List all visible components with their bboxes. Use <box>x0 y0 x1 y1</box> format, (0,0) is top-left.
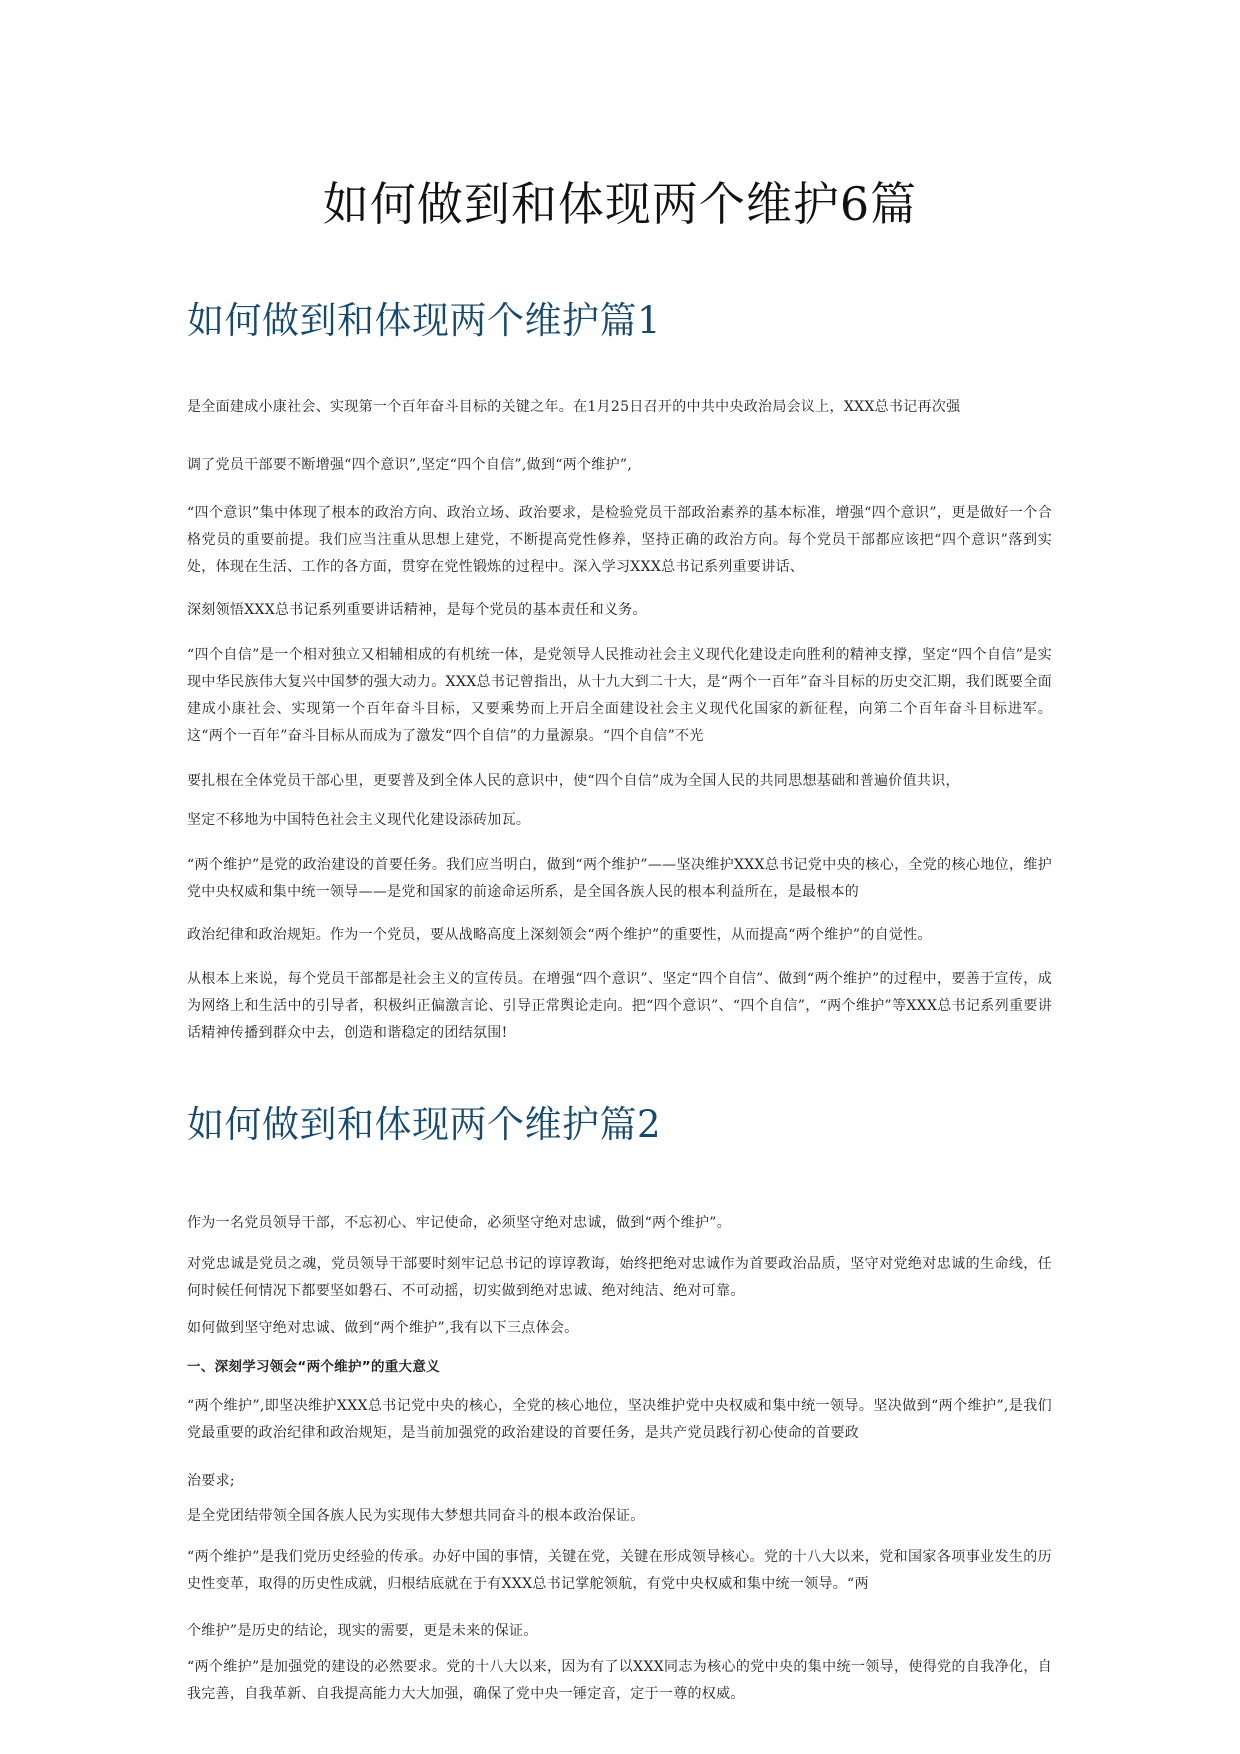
paragraph: “四个意识”集中体现了根本的政治方向、政治立场、政治要求，是检验党员干部政治素养的基本标准，增强“四个意识”，更是做好一个合格党员的重要前提。我们应当注重从思想上建党，不断提高党性修养，坚持正确的政治方向。每个党员干部都应该把“四个意识”落到实处，体现在生活、工作的各方面，贯穿在党性锻炼的过程中。深入学习XXX总书记系列重要讲话、 <box>187 505 1052 575</box>
section-heading-2: 如何做到和体现两个维护篇2 <box>187 1103 662 1146</box>
paragraph: 是全党团结带领全国各族人民为实现伟大梦想共同奋斗的根本政治保证。 <box>187 1508 645 1524</box>
subheading: 一、深刻学习领会“两个维护”的重大意义 <box>187 1359 440 1375</box>
paragraph: 对党忠诚是党员之魂，党员领导干部要时刻牢记总书记的谆谆教诲，始终把绝对忠诚作为首要政治品质，坚守对党绝对忠诚的生命线，任何时候任何情况下都要坚如磐石、不可动摇，切实做到绝对忠诚、绝对纯洁、绝对可靠。 <box>187 1256 1052 1299</box>
paragraph: “两个维护”是党的政治建设的首要任务。我们应当明白，做到“两个维护”——坚决维护XXX总书记党中央的核心，全党的核心地位，维护党中央权威和集中统一领导——是党和国家的前途命运所系，是全国各族人民的根本利益所在，是最根本的 <box>187 857 1052 900</box>
paragraph: 是全面建成小康社会、实现第一个百年奋斗目标的关键之年。在1月25日召开的中共中央政治局会议上，XXX总书记再次强 <box>187 399 961 415</box>
section-heading-1: 如何做到和体现两个维护篇1 <box>187 299 662 342</box>
paragraph: 从根本上来说，每个党员干部都是社会主义的宣传员。在增强“四个意识”、坚定“四个自信”、做到“两个维护”的过程中，要善于宣传，成为网络上和生活中的引导者，积极纠正偏激言论、引导正常舆论走向。把“四个意识”、“四个自信”，“两个维护”等XXX总书记系列重要讲话精神传播到群众中去，创造和谐稳定的团结氛围! <box>187 971 1052 1041</box>
paragraph: “两个维护”是我们党历史经验的传承。办好中国的事情，关键在党，关键在形成领导核心。党的十八大以来，党和国家各项事业发生的历史性变革，取得的历史性成就，归根结底就在于有XXX总书记掌舵领航，有党中央权威和集中统一领导。“两 <box>187 1549 1052 1592</box>
paragraph: 坚定不移地为中国特色社会主义现代化建设添砖加瓦。 <box>187 812 531 828</box>
paragraph: 要扎根在全体党员干部心里，更要普及到全体人民的意识中，使“四个自信”成为全国人民的共同思想基础和普遍价值共识， <box>187 773 960 789</box>
paragraph: 政治纪律和政治规矩。作为一个党员，要从战略高度上深刻领会“两个维护”的重要性，从而提高“两个维护”的自觉性。 <box>187 927 932 943</box>
paragraph: 个维护”是历史的结论，现实的需要，更是未来的保证。 <box>187 1623 538 1639</box>
paragraph: 调了党员干部要不断增强“四个意识”,坚定“四个自信”,做到“两个维护”, <box>187 457 633 473</box>
paragraph: 作为一名党员领导干部，不忘初心、牢记使命，必须坚守绝对忠诚，做到“两个维护”。 <box>187 1215 732 1231</box>
document-title: 如何做到和体现两个维护6篇 <box>322 177 918 231</box>
paragraph: 如何做到坚守绝对忠诚、做到“两个维护”,我有以下三点体会。 <box>187 1320 579 1336</box>
paragraph: “两个维护”,即坚决维护XXX总书记党中央的核心，全党的核心地位，坚决维护党中央权威和集中统一领导。坚决做到“两个维护”,是我们党最重要的政治纪律和政治规矩，是当前加强党的政治建设的首要任务，是共产党员践行初心使命的首要政 <box>187 1398 1052 1441</box>
paragraph: “四个自信”是一个相对独立又相辅相成的有机统一体，是党领导人民推动社会主义现代化建设走向胜利的精神支撑，坚定“四个自信”是实现中华民族伟大复兴中国梦的强大动力。XXX总书记曾指出，从十九大到二十大，是“两个一百年”奋斗目标的历史交汇期，我们既要全面建成小康社会、实现第一个百年奋斗目标，又要乘势而上开启全面建设社会主义现代化国家的新征程，向第二个百年奋斗目标进军。这“两个一百年”奋斗目标从而成为了激发“四个自信”的力量源泉。“四个自信”不光 <box>187 647 1052 744</box>
paragraph: “两个维护”是加强党的建设的必然要求。党的十八大以来，因为有了以XXX同志为核心的党中央的集中统一领导，使得党的自我净化，自我完善，自我革新、自我提高能力大大加强，确保了党中央一锤定音，定于一尊的权威。 <box>187 1659 1052 1702</box>
paragraph: 治要求; <box>187 1473 235 1489</box>
paragraph: 深刻领悟XXX总书记系列重要讲话精神，是每个党员的基本责任和义务。 <box>187 602 647 618</box>
